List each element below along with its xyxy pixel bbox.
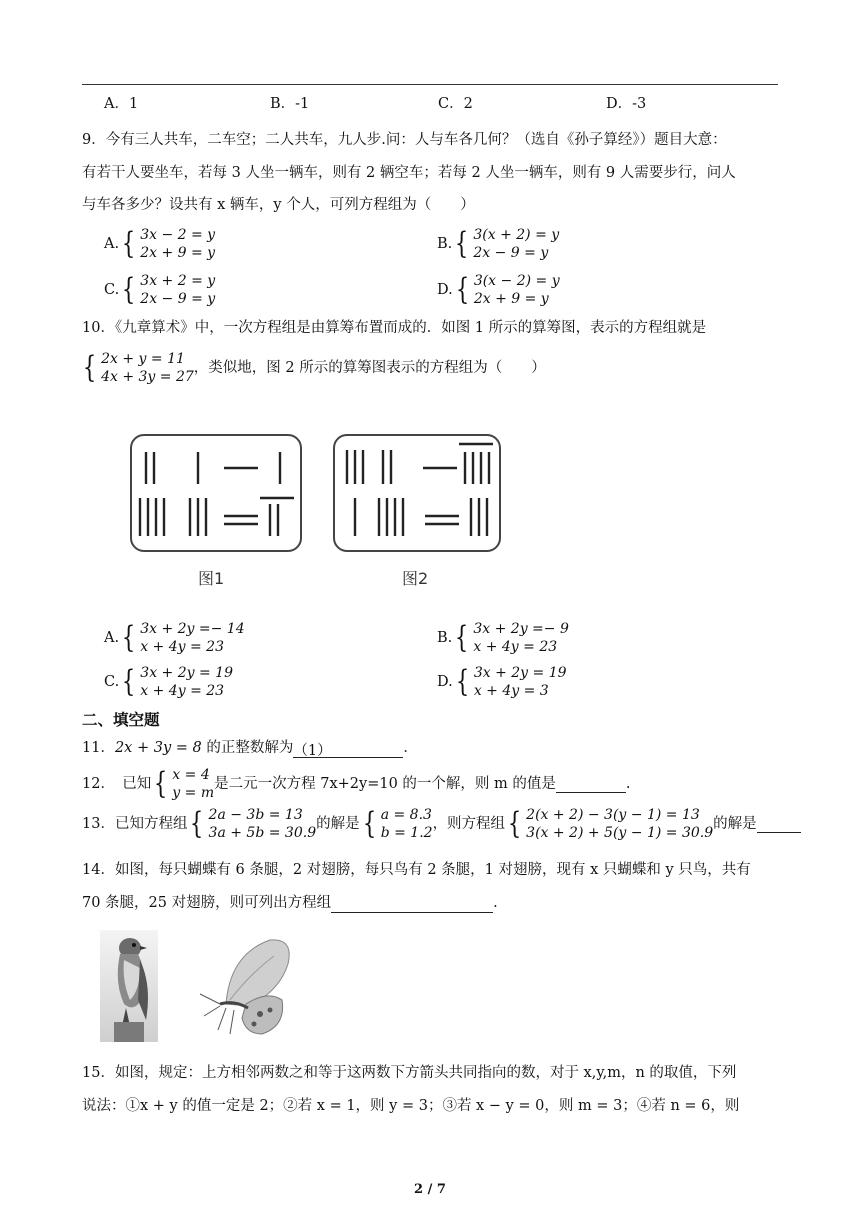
q10-option-b: B. { 3x + 2y =− 9 x + 4y = 23 xyxy=(437,620,569,655)
q12: 12． 已知 { x = 4 y = m 是二元一次方程 7x+2y=10 的一个解，则 m 的值是 . xyxy=(82,766,631,801)
q14-line1: 14．如图，每只蝴蝶有 6 条腿，2 对翅膀，每只鸟有 2 条腿，1 对翅膀，现有 x 只蝴蝶和 y 只鸟，共有 xyxy=(82,862,751,878)
q10-option-a: A. { 3x + 2y =− 14 x + 4y = 23 xyxy=(104,620,245,655)
q11: 11．2x + 3y = 8 的正整数解为（1） ． xyxy=(82,740,418,759)
q9-line1: 9．今有三人共车，二车空；二人共车，九人步.问：人与车各几何？（选自《孙子算经》）题目大意： xyxy=(82,132,727,148)
q10-option-d: D. { 3x + 2y = 19 x + 4y = 3 xyxy=(437,664,567,699)
q9-line2: 有若干人要坐车，若每 3 人坐一辆车，则有 2 辆空车；若每 2 人坐一辆车，则有 9 人需要步行，问人 xyxy=(82,165,736,181)
q9-option-a: A. { 3x − 2 = y 2x + 9 = y xyxy=(104,226,216,261)
q14-answer-blank[interactable] xyxy=(331,896,493,913)
q8-option-d: D．-3 xyxy=(606,96,647,112)
q12-answer-blank[interactable] xyxy=(556,776,626,793)
q13-answer-blank[interactable] xyxy=(757,816,801,833)
butterfly-image xyxy=(190,934,298,1044)
q15-line2: 说法：①x + y 的值一定是 2；②若 x = 1，则 y = 3；③若 x − y = 0，则 m = 3；④若 n = 6，则 xyxy=(82,1098,740,1114)
q10-line1: 10．《九章算术》中，一次方程组是由算筹布置而成的．如图 1 所示的算筹图，表示的方程组就是 xyxy=(82,320,707,336)
section-title-fill-in: 二、填空题 xyxy=(82,711,160,729)
figure-2-counting-rods xyxy=(333,434,501,552)
q8-option-c: C．2 xyxy=(438,96,473,112)
q9-option-c: C. { 3x + 2 = y 2x − 9 = y xyxy=(104,272,216,307)
q13: 13．已知方程组 { 2a − 3b = 13 3a + 5b = 30.9 的解是 { a = 8.3 b = 1.2 ，则方程组 { 2(x + 2) − 3(y − 1) = 13 3(x + 2) + 5(y − 1) = 30.9 的解是 xyxy=(82,806,801,842)
page-number: 2 / 7 xyxy=(414,1182,446,1197)
q9-option-b: B. { 3(x + 2) = y 2x − 9 = y xyxy=(437,226,560,261)
header-rule xyxy=(82,84,778,85)
rods-1-svg xyxy=(132,436,300,550)
q15-line1: 15．如图，规定：上方相邻两数之和等于这两数下方箭头共同指向的数，对于 x,y,m，n 的取值，下列 xyxy=(82,1065,737,1081)
figure-1-label: 图1 xyxy=(198,569,225,588)
q9-line3: 与车各多少？设共有 x 辆车，y 个人，可列方程组为（ ） xyxy=(82,197,475,213)
rods-2-svg xyxy=(335,436,499,550)
q10-option-c: C. { 3x + 2y = 19 x + 4y = 23 xyxy=(104,664,233,699)
q11-answer-blank[interactable]: （1） xyxy=(293,741,403,758)
q8-option-b: B．-1 xyxy=(270,96,310,112)
q10-example-system: { 2x + y = 11 4x + 3y = 27 ，类似地，图 2 所示的算筹图表示的方程组为（ ） xyxy=(82,350,546,385)
q14-line2: 70 条腿，25 对翅膀，则可列出方程组 . xyxy=(82,895,498,911)
q8-option-a: A．1 xyxy=(104,96,139,112)
bird-icon xyxy=(100,930,158,1042)
figure-1-counting-rods xyxy=(130,434,302,552)
bird-image xyxy=(100,930,158,1042)
q9-option-d: D. { 3(x − 2) = y 2x + 9 = y xyxy=(437,272,560,307)
figure-2-label: 图2 xyxy=(402,569,429,588)
butterfly-icon xyxy=(190,934,298,1044)
